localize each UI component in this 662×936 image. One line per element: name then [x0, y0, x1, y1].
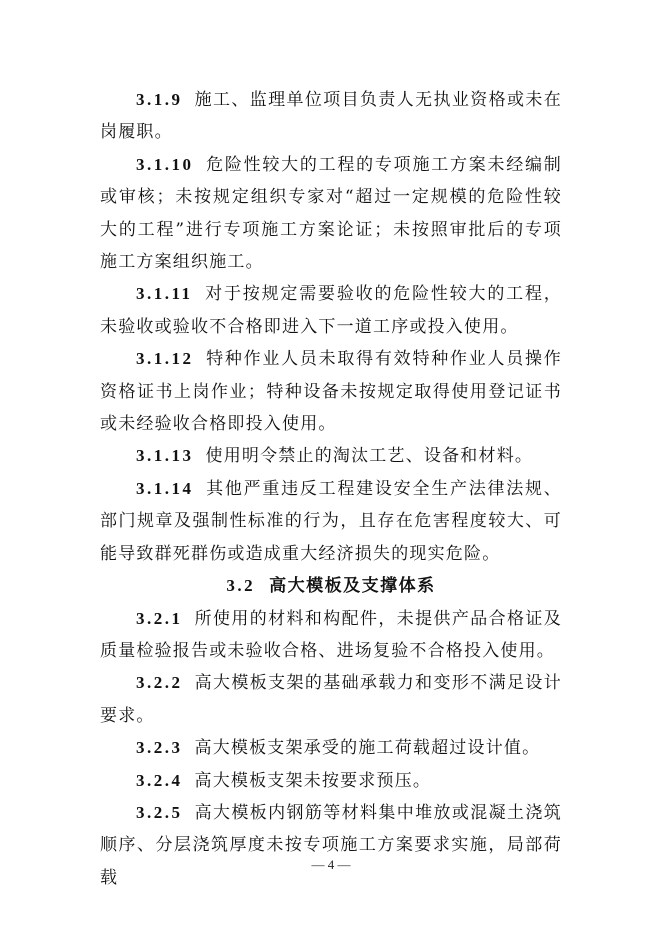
clause-3-2-4 [100, 765, 562, 797]
clause-number: 3.1.14 [136, 478, 194, 498]
clause-3-2-2 [100, 667, 562, 732]
section-heading [100, 570, 562, 602]
clause-number: 3.1.12 [136, 349, 194, 369]
clause-3-1-14 [100, 473, 562, 570]
clause-number: 3.1.10 [136, 154, 194, 174]
section-title: 高大模板及支撑体系 [269, 576, 436, 597]
clause-3-1-11 [100, 278, 562, 343]
clause-3-1-12 [100, 343, 562, 440]
clause-text: 高大模板支架承受的施工荷载超过设计值。 [194, 738, 541, 759]
clause-3-1-9 [100, 84, 562, 149]
clause-text: 高大模板支架的基础承载力和变形不满足设计要求。 [100, 673, 562, 726]
clause-text: 施工、监理单位项目负责人无执业资格或未在岗履职。 [100, 90, 562, 143]
clause-number: 3.1.11 [136, 284, 193, 304]
clause-text: 使用明令禁止的淘汰工艺、设备和材料。 [205, 446, 534, 467]
section-number: 3.2 [226, 576, 256, 596]
clause-text: 对于按规定需要验收的危险性较大的工程，未验收或验收不合格即进入下一道工序或投入使用。 [100, 284, 562, 337]
page-number: — 4 — [311, 857, 351, 872]
clause-number: 3.2.1 [136, 608, 183, 628]
clause-number: 3.2.2 [136, 673, 183, 693]
clause-text: 危险性较大的工程的专项施工方案未经编制或审核；未按规定组织专家对“超过一定规模的危险性较大的工程”进行专项施工方案论证；未按照审批后的专项施工方案组织施工。 [100, 154, 562, 273]
clause-number: 3.1.9 [136, 90, 183, 109]
clause-number: 3.2.4 [136, 770, 183, 790]
clause-3-1-13 [100, 440, 562, 472]
clause-number: 3.2.3 [136, 738, 183, 758]
clause-number: 3.1.13 [136, 446, 194, 466]
clause-3-2-5 [100, 797, 562, 894]
clause-text: 高大模板支架未按要求预压。 [194, 770, 432, 791]
clause-number: 3.2.5 [136, 802, 183, 822]
clause-3-2-3 [100, 732, 562, 764]
clause-text: 高大模板内钢筋等材料集中堆放或混凝土浇筑顺序、分层浇筑厚度未按专项施工方案要求实施，局部荷载 [100, 802, 562, 888]
page-content [100, 84, 562, 894]
clause-text: 其他严重违反工程建设安全生产法律法规、部门规章及强制性标准的行为，且存在危害程度较大、可能导致群死群伤或造成重大经济损失的现实危险。 [100, 478, 562, 564]
clause-text: 特种作业人员未取得有效特种作业人员操作资格证书上岗作业；特种设备未按规定取得使用登记证书或未经验收合格即投入使用。 [100, 349, 562, 435]
clause-3-2-1 [100, 603, 562, 668]
clause-text: 所使用的材料和构配件，未提供产品合格证及质量检验报告或未验收合格、进场复验不合格投入使用。 [100, 608, 562, 661]
clause-3-1-10 [100, 149, 562, 279]
